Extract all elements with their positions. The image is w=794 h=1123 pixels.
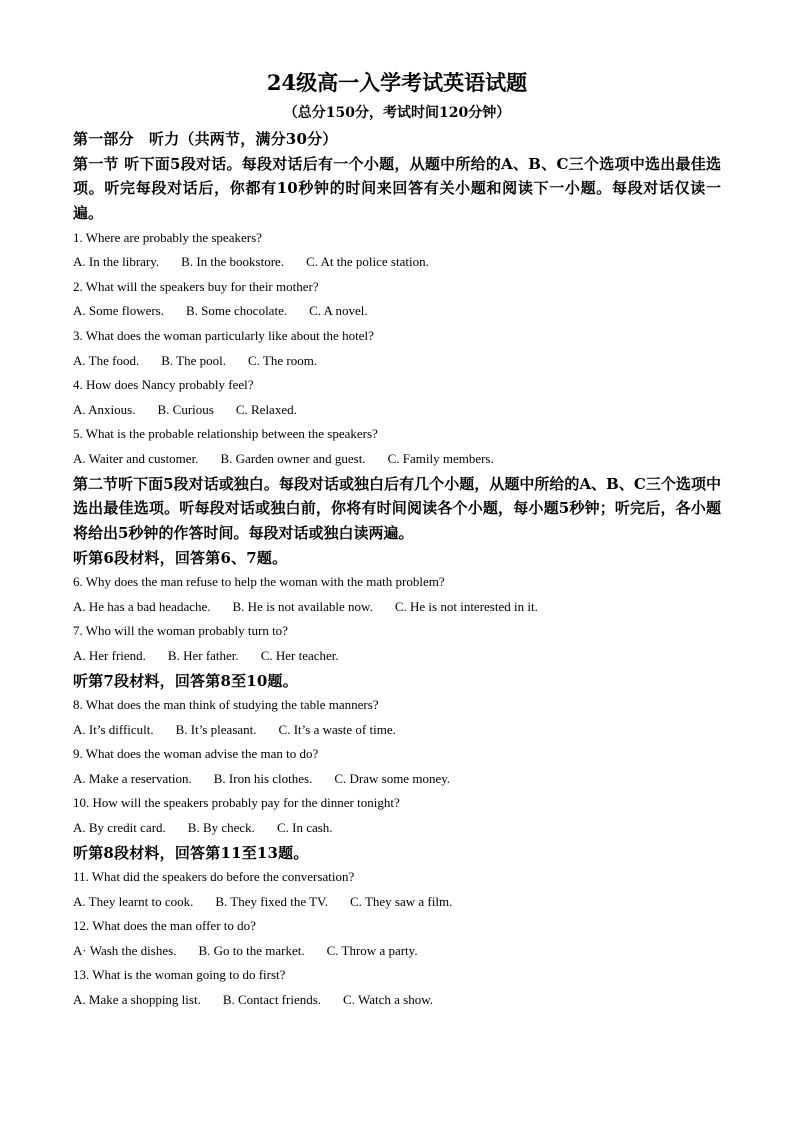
option-b: B. Contact friends.	[222, 992, 322, 1008]
options-row	[73, 349, 721, 374]
option-c: C. A novel.	[309, 303, 368, 319]
question-text: 7. Who will the woman probably turn to?	[73, 623, 288, 639]
question-text: 3. What does the woman particularly like about the hotel?	[73, 327, 374, 343]
option-b: B. They fixed the TV.	[215, 893, 329, 909]
option-c: C. Watch a show.	[343, 992, 433, 1008]
option-b: B. In the bookstore.	[181, 254, 285, 270]
section2-instructions: 第二节听下面5段对话或独白。每段对话或独白后有几个小题，从题中所给的A、B、C三个选项中选出最佳选项。听每段对话或独白前，你将有时间阅读各个小题，每小题5秒钟；听完后，各小题将给出5秒钟的作答时间。每段对话或独白读两遍。	[73, 474, 721, 542]
question-text: 12. What does the man offer to do?	[73, 918, 256, 934]
exam-title: 24级高一入学考试英语试题	[266, 70, 528, 95]
option-b: B. Her father.	[167, 647, 239, 663]
option-b: B. Curious	[157, 401, 214, 417]
options-row	[73, 595, 721, 620]
option-c: C. They saw a film.	[350, 893, 453, 909]
option-b: B. Garden owner and guest.	[220, 450, 366, 466]
options-row	[73, 250, 721, 275]
question-text: 10. How will the speakers probably pay for the dinner tonight?	[73, 795, 400, 811]
group-heading: 听第6段材料，回答第6、7题。	[73, 548, 288, 567]
option-a: A. In the library.	[73, 254, 160, 270]
options-row	[73, 447, 721, 472]
exam-content	[73, 127, 721, 1013]
option-a: A. Make a shopping list.	[73, 992, 201, 1008]
group-heading: 听第7段材料，回答第8至10题。	[73, 671, 298, 690]
options-row	[73, 767, 721, 792]
section1-questions	[73, 226, 721, 472]
option-a: A. The food.	[73, 352, 140, 368]
question-text: 9. What does the woman advise the man to do?	[73, 746, 319, 762]
option-b: B. The pool.	[161, 352, 226, 368]
option-a: A. Make a reservation.	[73, 770, 192, 786]
option-c: C. The room.	[247, 352, 318, 368]
option-a: A· Wash the dishes.	[73, 942, 177, 958]
option-b: B. Some chocolate.	[186, 303, 288, 319]
option-c: C. At the police station.	[306, 254, 429, 270]
question-text: 13. What is the woman going to do first?	[73, 967, 286, 983]
option-c: C. It’s a waste of time.	[278, 721, 396, 737]
exam-subtitle: （总分150分，考试时间120分钟）	[283, 105, 511, 121]
option-a: A. By credit card.	[73, 820, 166, 835]
option-a: A. He has a bad headache.	[73, 598, 211, 614]
option-b: B. Go to the market.	[198, 942, 305, 958]
options-row	[73, 299, 721, 324]
section1-instructions: 第一节 听下面5段对话。每段对话后有一个小题，从题中所给的A、B、C三个选项中选出最佳选项。听完每段对话后，你都有10秒钟的时间来回答有关小题和阅读下一小题。每段对话仅读一遍。	[73, 154, 721, 222]
option-a: A. Waiter and customer.	[73, 450, 199, 466]
part-title: 第一部分 听力（共两节，满分30分）	[73, 130, 338, 148]
option-a: A. They learnt to cook.	[73, 893, 194, 909]
option-b: B. By check.	[187, 820, 255, 835]
option-c: C. He is not interested in it.	[394, 598, 538, 614]
options-row	[73, 644, 721, 669]
question-text: 4. How does Nancy probably feel?	[73, 377, 254, 393]
option-c: C. Draw some money.	[334, 770, 451, 786]
options-row	[73, 816, 721, 841]
question-text: 8. What does the man think of studying the table manners?	[73, 697, 379, 713]
option-c: C. Relaxed.	[235, 401, 297, 417]
options-row	[73, 718, 721, 743]
option-c: C. Her teacher.	[260, 647, 339, 663]
options-row	[73, 988, 721, 1013]
options-row	[73, 939, 721, 964]
question-text: 1. Where are probably the speakers?	[73, 229, 262, 245]
option-c: C. In cash.	[276, 820, 333, 835]
section2-groups	[73, 546, 721, 1013]
option-c: C. Family members.	[387, 450, 494, 466]
option-b: B. Iron his clothes.	[213, 770, 313, 786]
option-a: A. Anxious.	[73, 401, 136, 417]
option-a: A. Her friend.	[73, 647, 146, 663]
option-a: A. Some flowers.	[73, 303, 164, 319]
options-row	[73, 398, 721, 423]
question-text: 11. What did the speakers do before the conversation?	[73, 869, 355, 885]
question-text: 6. Why does the man refuse to help the woman with the math problem?	[73, 574, 445, 590]
group-heading: 听第8段材料，回答第11至13题。	[73, 843, 309, 862]
option-b: B. It’s pleasant.	[175, 721, 257, 737]
option-a: A. It’s difficult.	[73, 721, 154, 737]
option-c: C. Throw a party.	[326, 942, 418, 958]
options-row	[73, 890, 721, 915]
question-text: 2. What will the speakers buy for their mother?	[73, 278, 319, 294]
option-b: B. He is not available now.	[232, 598, 373, 614]
question-text: 5. What is the probable relationship between the speakers?	[73, 426, 378, 442]
